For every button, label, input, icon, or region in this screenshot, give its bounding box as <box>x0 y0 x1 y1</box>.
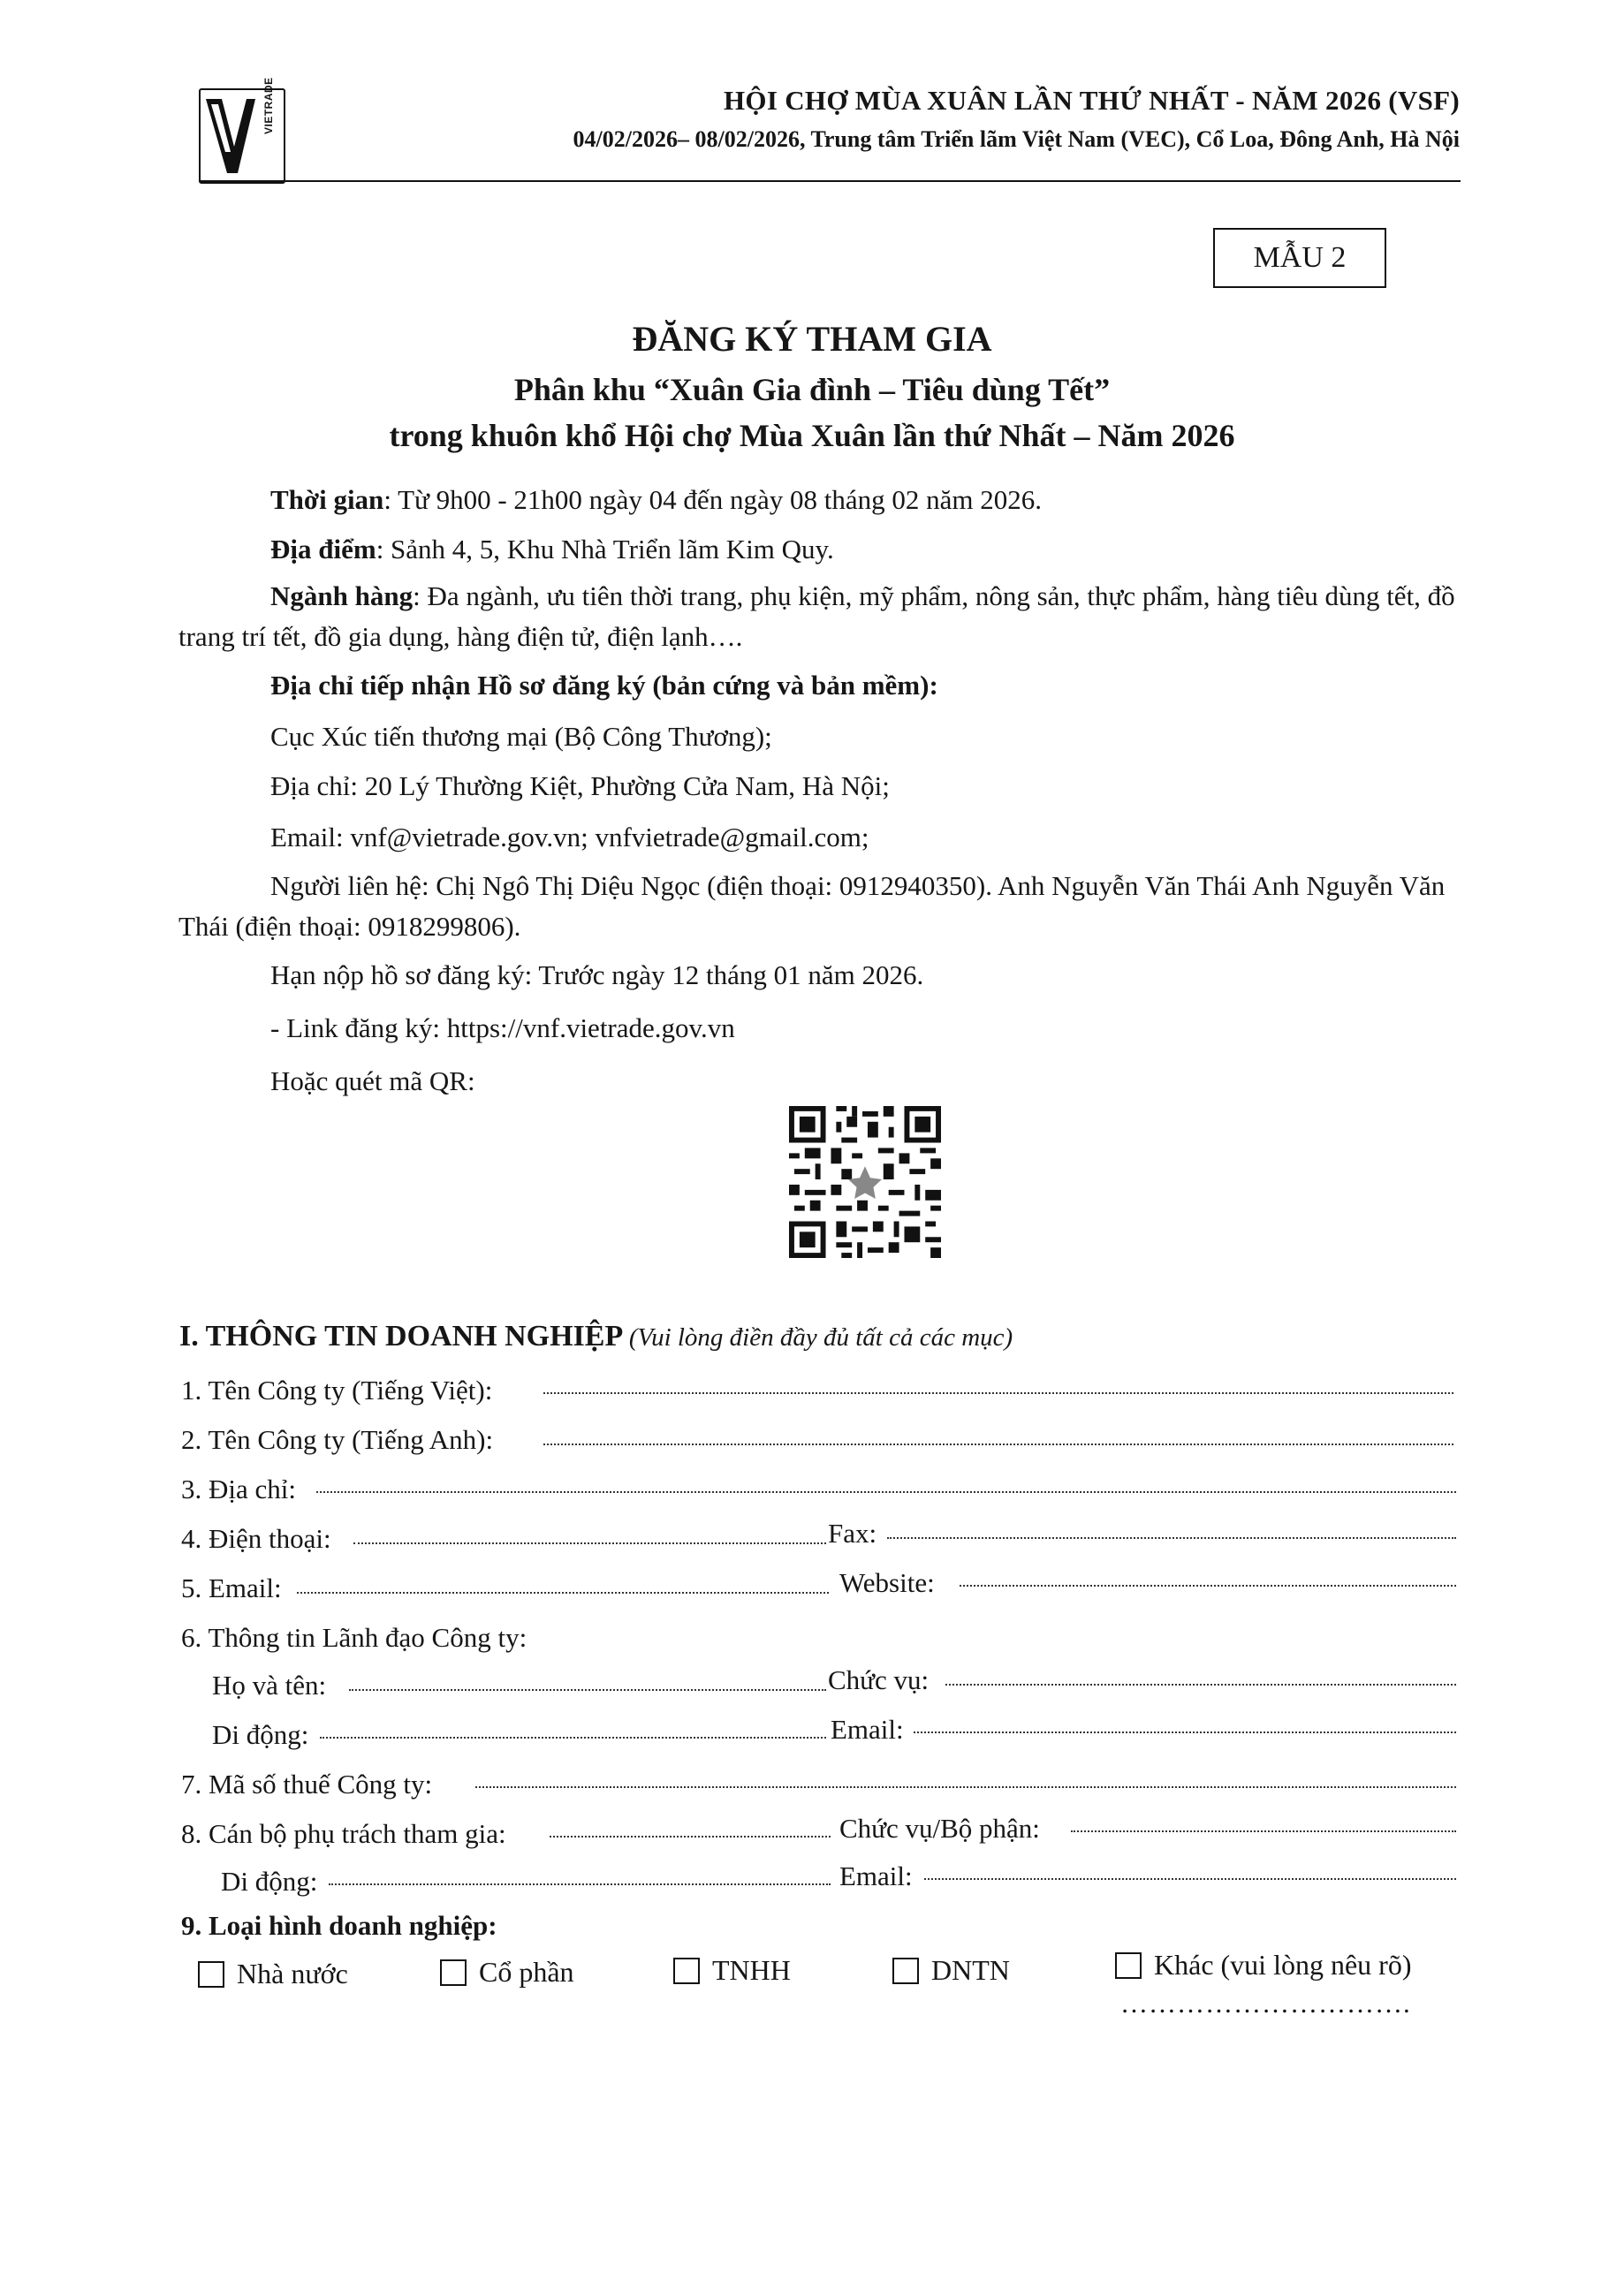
logo-text: VIETRADE <box>262 77 275 134</box>
field-email-label: 5. Email: <box>181 1572 282 1603</box>
field-leader-label: 6. Thông tin Lãnh đạo Công ty: <box>181 1622 527 1653</box>
form-code-box: MẪU 2 <box>1213 228 1386 288</box>
field-leader-name-input[interactable] <box>349 1689 826 1691</box>
logo-v-mark-icon <box>204 95 259 177</box>
info-place <box>270 534 834 565</box>
checkbox-icon[interactable] <box>892 1958 919 1984</box>
field-phone-label: 4. Điện thoại: <box>181 1523 331 1554</box>
sector-value: : Đa ngành, ưu tiên thời trang, phụ kiện, mỹ phẩm, nông sản, thực phẩm, hàng tiêu dùng tết, đồ trang trí tết, đồ gia dụng, hàng điện tử, điện lạnh…. <box>178 580 1455 652</box>
field-company-name-vi-label: 1. Tên Công ty (Tiếng Việt): <box>181 1375 493 1406</box>
field-tax-code-input[interactable] <box>475 1786 1456 1788</box>
field-email-input[interactable] <box>297 1592 829 1594</box>
agency-email: Email: vnf@vietrade.gov.vn; vnfvietrade@gmail.com; <box>270 822 869 852</box>
qr-code-icon[interactable] <box>789 1106 941 1258</box>
checkbox-label: Cổ phần <box>479 1956 574 1988</box>
info-time <box>270 484 1042 516</box>
address-heading: Địa chỉ tiếp nhận Hồ sơ đăng ký (bản cứng và bản mềm): <box>270 670 938 701</box>
field-staff-mobile-input[interactable] <box>329 1883 831 1885</box>
place-label: Địa điểm <box>270 534 376 565</box>
field-leader-name-label: Họ và tên: <box>212 1670 327 1701</box>
form-subtitle-1: Phân khu “Xuân Gia đình – Tiêu dùng Tết” <box>513 372 1111 407</box>
field-website-input[interactable] <box>960 1585 1456 1587</box>
section-title: I. THÔNG TIN DOANH NGHIỆP <box>179 1320 622 1353</box>
field-staff-email-label: Email: <box>839 1860 913 1891</box>
field-fax-input[interactable] <box>887 1537 1456 1539</box>
checkbox-limited-liability[interactable] <box>673 1954 791 1987</box>
time-value: : Từ 9h00 - 21h00 ngày 04 đến ngày 08 tháng 02 năm 2026. <box>383 484 1042 515</box>
field-staff-dept-label: Chức vụ/Bộ phận: <box>839 1813 1040 1844</box>
checkbox-icon[interactable] <box>673 1958 700 1984</box>
field-leader-mobile-input[interactable] <box>320 1737 826 1739</box>
field-staff-dept-input[interactable] <box>1071 1830 1456 1832</box>
checkbox-icon[interactable] <box>440 1959 467 1986</box>
field-leader-mobile-label: Di động: <box>212 1719 309 1750</box>
form-title: ĐĂNG KÝ THAM GIA <box>632 319 992 359</box>
field-leader-title-label: Chức vụ: <box>828 1664 930 1695</box>
field-leader-email-label: Email: <box>831 1714 904 1745</box>
section-note: (Vui lòng điền đầy đủ tất cả các mục) <box>628 1323 1013 1352</box>
section-heading <box>179 1320 1013 1353</box>
sector-label: Ngành hàng <box>270 580 414 611</box>
checkbox-state-owned[interactable] <box>198 1958 348 1990</box>
checkbox-other[interactable] <box>1115 1949 1411 1982</box>
field-address-label: 3. Địa chỉ: <box>181 1474 296 1504</box>
field-staff-input[interactable] <box>550 1836 831 1838</box>
place-value: : Sảnh 4, 5, Khu Nhà Triển lãm Kim Quy. <box>376 534 834 565</box>
registration-link[interactable]: - Link đăng ký: https://vnf.vietrade.gov.vn <box>270 1012 735 1043</box>
field-fax-label: Fax: <box>828 1518 877 1549</box>
field-tax-code-label: 7. Mã số thuế Công ty: <box>181 1769 433 1800</box>
field-leader-title-input[interactable] <box>945 1684 1456 1686</box>
qr-prompt: Hoặc quét mã QR: <box>270 1065 475 1096</box>
field-phone-input[interactable] <box>353 1542 826 1544</box>
field-company-name-vi-input[interactable] <box>543 1392 1453 1394</box>
field-leader-email-input[interactable] <box>914 1731 1456 1733</box>
checkbox-label: Khác (vui lòng nêu rõ) <box>1154 1949 1412 1981</box>
header-title: HỘI CHỢ MÙA XUÂN LẦN THỨ NHẤT - NĂM 2026 (VSF) <box>724 85 1460 116</box>
checkbox-label: TNHH <box>712 1954 791 1986</box>
checkbox-icon[interactable] <box>198 1961 224 1988</box>
field-staff-email-input[interactable] <box>924 1878 1456 1880</box>
header-subtitle: 04/02/2026– 08/02/2026, Trung tâm Triển lãm Việt Nam (VEC), Cổ Loa, Đông Anh, Hà Nội <box>573 126 1460 152</box>
deadline: Hạn nộp hồ sơ đăng ký: Trước ngày 12 tháng 01 năm 2026. <box>270 959 924 990</box>
field-staff-mobile-label: Di động: <box>221 1866 318 1897</box>
checkbox-icon[interactable] <box>1115 1952 1142 1979</box>
field-staff-label: 8. Cán bộ phụ trách tham gia: <box>181 1818 506 1849</box>
field-other-type-input[interactable]: …………………………. <box>1120 1988 1411 2019</box>
time-label: Thời gian <box>270 484 384 515</box>
form-subtitle-2: trong khuôn khổ Hội chợ Mùa Xuân lần thứ Nhất – Năm 2026 <box>389 418 1235 453</box>
field-business-type-label: 9. Loại hình doanh nghiệp: <box>181 1910 497 1941</box>
checkbox-label: DNTN <box>931 1954 1010 1986</box>
field-company-name-en-input[interactable] <box>543 1444 1453 1445</box>
checkbox-joint-stock[interactable] <box>440 1956 574 1989</box>
info-sector <box>178 576 1460 657</box>
field-company-name-en-label: 2. Tên Công ty (Tiếng Anh): <box>181 1424 494 1455</box>
agency-address: Địa chỉ: 20 Lý Thường Kiệt, Phường Cửa Nam, Hà Nội; <box>270 770 890 801</box>
checkbox-private-enterprise[interactable] <box>892 1954 1010 1987</box>
field-website-label: Website: <box>839 1567 935 1598</box>
header-divider <box>199 180 1461 182</box>
contact-person: Người liên hệ: Chị Ngô Thị Diệu Ngọc (điện thoại: 0912940350). Anh Nguyễn Văn Thái Anh Nguyễn Văn Thái (điện thoại: 0918299806). <box>178 870 1446 942</box>
checkbox-label: Nhà nước <box>237 1958 348 1989</box>
vietrade-logo <box>199 77 285 184</box>
field-address-input[interactable] <box>316 1491 1456 1493</box>
agency-name: Cục Xúc tiến thương mại (Bộ Công Thương); <box>270 721 772 752</box>
